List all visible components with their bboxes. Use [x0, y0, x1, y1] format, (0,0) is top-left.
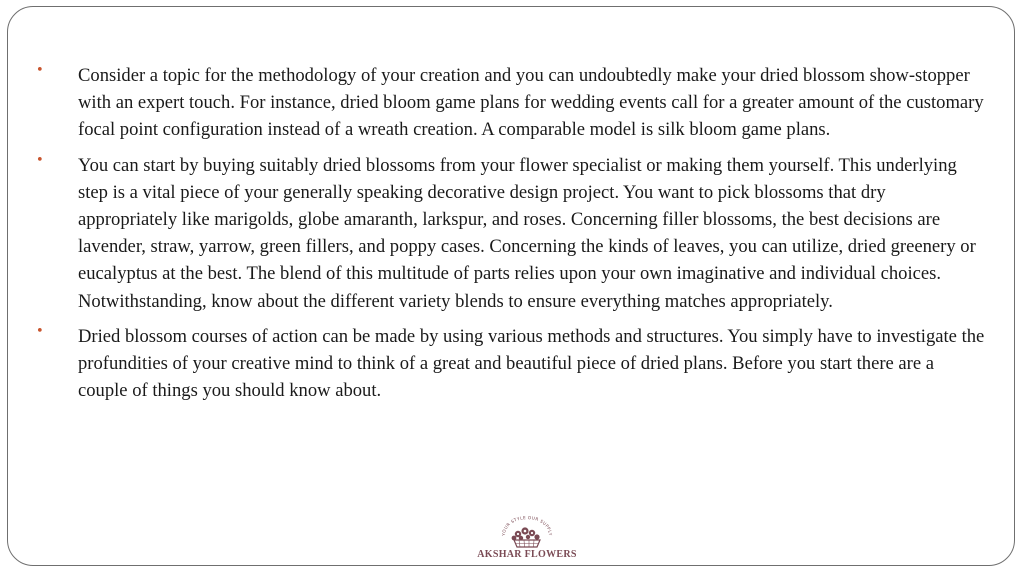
bullet-item — [36, 152, 986, 315]
bullet-list — [36, 62, 986, 412]
bullet-item — [36, 323, 986, 405]
bullet-text: Dried blossom courses of action can be made by using various methods and structures. You simply have to investigate the profundities of your creative mind to think of a great and beautiful piece of dried plans. Before you start there are a couple of things you should know about. — [78, 325, 985, 402]
bullet-text: You can start by buying suitably dried blossoms from your flower specialist or making them yourself. This underlying step is a vital piece of your generally speaking decorative design project. You want to pick blossoms that dry appropriately like marigolds, globe amaranth, larkspur, and roses. Concerning filler blossoms, the best decisions are lavender, straw, yarrow, green fillers, and poppy cases. Concerning the kinds of leaves, you can utilize, dried greenery or eucalyptus at the best. The blend of this multitude of parts relies upon your own imaginative and individual choices. Notwithstanding, know about the different variety blends to ensure everything matches appropriately. — [78, 154, 976, 312]
bullet-dot-icon: • — [36, 152, 44, 168]
svg-text:YOUR STYLE OUR SUPPLY: YOUR STYLE OUR SUPPLY — [500, 514, 554, 536]
bullet-dot-icon: • — [36, 63, 44, 78]
bullet-text: Consider a topic for the methodology of your creation and you can undoubtedly make your dried blossom show-stopper with an expert touch. For instance, dried bloom game plans for wedding events call for a greater amount of the customary focal point configuration instead of a wreath creation. A comparable model is silk bloom game plans. — [78, 65, 984, 141]
flower-basket-icon — [472, 513, 582, 553]
bullet-item — [36, 62, 986, 144]
slide-frame — [7, 6, 1015, 566]
akshar-flowers-logo — [472, 513, 582, 563]
logo-name: AKSHAR FLOWERS — [477, 549, 577, 560]
bullet-dot-icon: • — [36, 323, 44, 339]
